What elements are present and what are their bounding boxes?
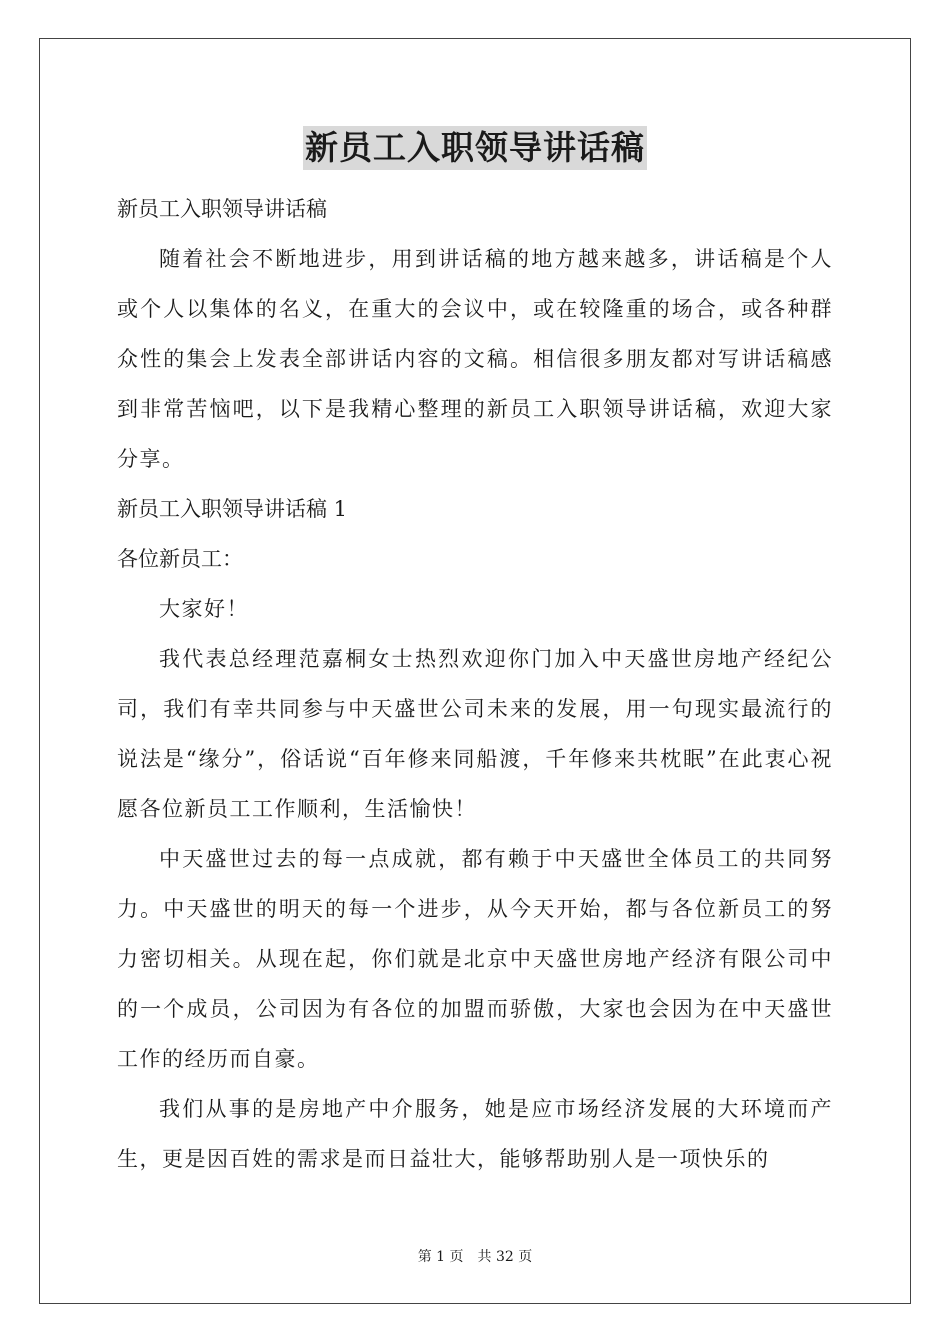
- intro-paragraph: 随着社会不断地进步，用到讲话稿的地方越来越多，讲话稿是个人或个人以集体的名义，在重大的会议中，或在较隆重的场合，或各种群众性的集会上发表全部讲话内容的文稿。相信很多朋友都对写讲话稿感到非常苦恼吧，以下是我精心整理的新员工入职领导讲话稿，欢迎大家分享。: [117, 247, 833, 471]
- body-paragraph-2: 中天盛世过去的每一点成就，都有赖于中天盛世全体员工的共同努力。中天盛世的明天的每一个进步，从今天开始，都与各位新员工的努力密切相关。从现在起，你们就是北京中天盛世房地产经济有限公司中的一个成员，公司因为有各位的加盟而骄傲，大家也会因为在中天盛世工作的经历而自豪。: [117, 847, 833, 1071]
- greeting: 大家好！: [159, 597, 249, 621]
- title-container: [117, 126, 833, 170]
- document-subtitle: 新员工入职领导讲话稿: [117, 197, 327, 221]
- section-heading: 新员工入职领导讲话稿 1: [117, 497, 348, 521]
- body-paragraph-3: 我们从事的是房地产中介服务，她是应市场经济发展的大环境而产生，更是因百姓的需求是而日益壮大，能够帮助别人是一项快乐的: [117, 1097, 833, 1171]
- salutation: 各位新员工：: [117, 547, 243, 571]
- body-paragraph-1: 我代表总经理范嘉桐女士热烈欢迎你门加入中天盛世房地产经纪公司，我们有幸共同参与中天盛世公司未来的发展，用一句现实最流行的说法是“缘分”，俗话说“百年修来同船渡，千年修来共枕眠”在此衷心祝愿各位新员工工作顺利，生活愉快！: [117, 647, 833, 821]
- document-title: 新员工入职领导讲话稿: [303, 126, 647, 170]
- page-number: 第 1 页 共 32 页: [417, 1249, 533, 1265]
- document-body: [117, 126, 833, 1184]
- page-footer: [0, 1246, 950, 1266]
